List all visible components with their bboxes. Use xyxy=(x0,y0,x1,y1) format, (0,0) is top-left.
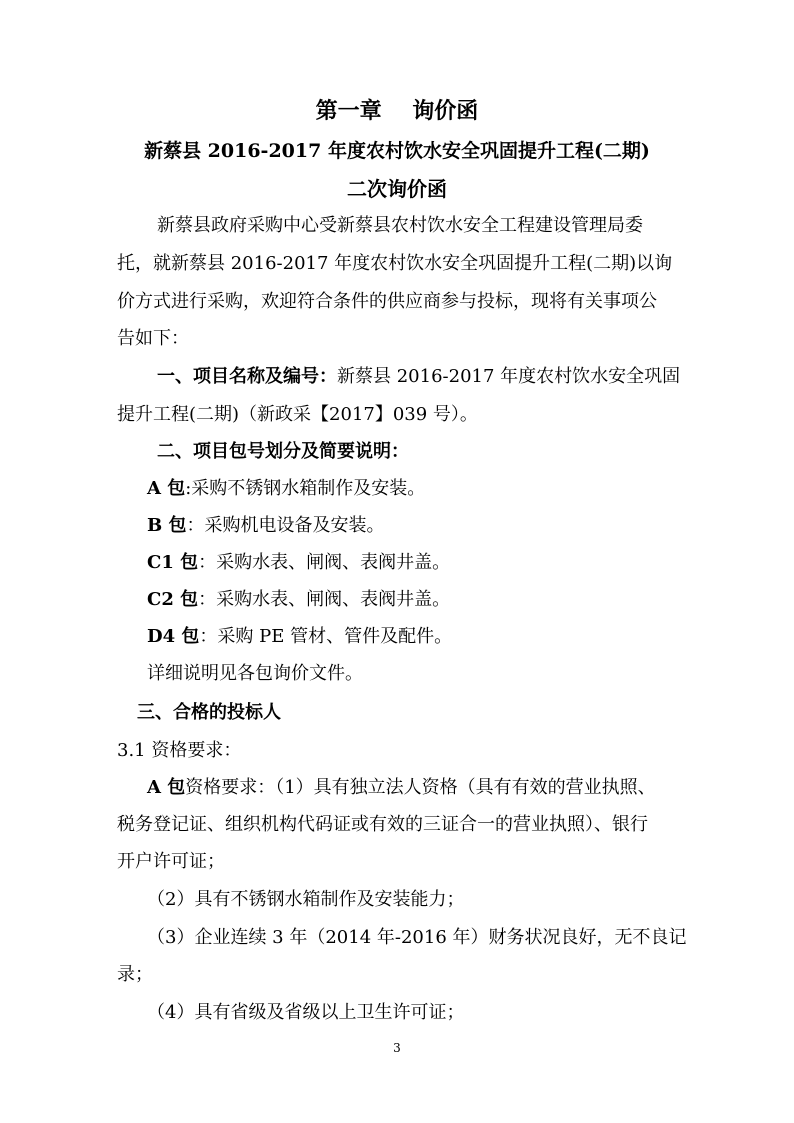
package-row xyxy=(147,625,452,649)
package-row xyxy=(147,551,450,575)
section-3-heading: 三、合格的投标人 xyxy=(137,702,281,723)
package-description: ：采购机电设备及安装。 xyxy=(186,515,385,536)
qualification-item-3-line-2: 录； xyxy=(117,964,153,985)
section-1-text: 新蔡县 2016-2017 年度农村饮水安全巩固 xyxy=(337,366,681,387)
package-row xyxy=(147,477,425,501)
qualification-a-line-1 xyxy=(147,776,656,800)
qualification-item-3-line-1: （3）企业连续 3 年（2014 年-2016 年）财务状况良好，无不良记 xyxy=(147,927,687,948)
package-description: ：采购 PE 管材、管件及配件。 xyxy=(199,626,453,647)
qualification-a-label: A 包 xyxy=(147,777,186,798)
package-description: ：采购水表、闸阀、表阀井盖。 xyxy=(198,552,451,573)
intro-line-2: 托，就新蔡县 2016-2017 年度农村饮水安全巩固提升工程(二期)以询 xyxy=(117,253,673,274)
package-label: A 包 xyxy=(147,478,186,499)
intro-line-4: 告如下： xyxy=(117,328,189,349)
qualification-item-4: （4）具有省级及省级以上卫生许可证； xyxy=(147,1002,465,1023)
chapter-title: 第一章 询价函 xyxy=(315,98,479,124)
package-label: D4 包 xyxy=(147,626,200,647)
section-3-subheading: 3.1 资格要求： xyxy=(117,740,242,761)
intro-line-3: 价方式进行采购，欢迎符合条件的供应商参与投标，现将有关事项公 xyxy=(117,291,657,312)
package-note: 详细说明见各包询价文件。 xyxy=(147,663,363,684)
package-description: ：采购水表、闸阀、表阀井盖。 xyxy=(198,589,451,610)
package-label: C2 包 xyxy=(147,589,199,610)
page-number: 3 xyxy=(393,1041,401,1055)
package-row xyxy=(147,588,450,612)
intro-line-1: 新蔡县政府采购中心受新蔡县农村饮水安全工程建设管理局委 xyxy=(157,215,643,236)
qualification-a-line-3: 开户许可证； xyxy=(117,851,225,872)
project-title: 新蔡县 2016-2017 年度农村饮水安全巩固提升工程(二期) xyxy=(144,140,650,162)
qualification-a-text: 资格要求：（1）具有独立法人资格（具有有效的营业执照、 xyxy=(185,777,656,798)
package-label: B 包 xyxy=(147,515,187,536)
qualification-item-2: （2）具有不锈钢水箱制作及安装能力； xyxy=(147,889,465,910)
section-2-heading: 二、项目包号划分及简要说明： xyxy=(157,441,409,462)
package-description: :采购不锈钢水箱制作及安装。 xyxy=(185,478,426,499)
qualification-a-line-2: 税务登记证、组织机构代码证或有效的三证合一的营业执照）、银行 xyxy=(117,814,648,835)
document-type-title: 二次询价函 xyxy=(347,177,447,201)
section-1-line-1 xyxy=(157,365,680,389)
section-1-line-2: 提升工程(二期)（新政采【2017】039 号）。 xyxy=(117,404,478,425)
package-row xyxy=(147,514,384,538)
section-1-heading: 一、项目名称及编号： xyxy=(157,366,337,387)
package-label: C1 包 xyxy=(147,552,199,573)
